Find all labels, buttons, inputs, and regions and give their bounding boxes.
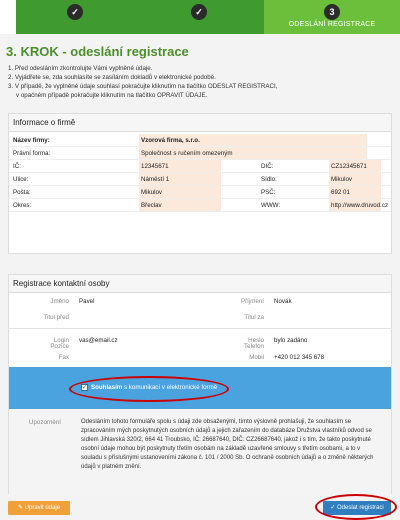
instruction-item: 2. Vyjádřete se, zda souhlasíte se zasíláním dokladů v elektronické podobě. [8,74,216,81]
ic-label: IČ: [13,163,21,170]
instruction-item: v opačném případě pokračujte kliknutím na tlačítko OPRAVIT ÚDAJE. [16,92,208,99]
checkbox-checked-icon[interactable]: ✓ [82,385,88,391]
panel-heading: Registrace kontaktní osoby [9,275,391,293]
dic-value: CZ12345671 [329,160,381,172]
first-name-value: Pavel [79,298,95,305]
step-label: ODESLÁNÍ REGISTRACE [288,21,376,28]
password-label: Heslo [248,337,264,344]
table-row [9,147,391,160]
title-before-label: Titul před [43,314,69,321]
ic-value: 12345671 [139,160,221,172]
contact-extra-rows [9,343,391,367]
consent-label: Souhlasím s komunikací v elektronické formě [91,384,218,391]
pencil-icon: ✎ [17,505,25,511]
post-value: Mikulov [139,186,221,198]
www-label: WWW: [261,202,281,209]
page-title: 3. KROK - odeslání registrace [6,44,189,59]
company-info-panel [8,113,392,254]
edit-data-button[interactable] [8,501,70,515]
title-after-label: Titul za [244,314,264,321]
mobile-label: Mobil [249,354,264,361]
dic-label: DIČ: [261,163,274,170]
www-value: http://www.druvod.cz [329,199,381,211]
instruction-item: 1. Před odesláním zkontrolujte Vámi vyplněné údaje. [8,65,153,72]
company-name-value: Vzorová firma, s.r.o. [139,134,367,146]
instructions-list [8,64,398,100]
instruction-item: 3. V případě, že vyplněné údaje souhlasí pokračujte kliknutím na tlačítko ODESLAT REGISTRACI, [8,83,278,90]
company-table [9,134,391,212]
notice-text: Odesláním tohoto formuláře spolu s údaji zde obsaženými, tímto výslovně prohlašuji, že souhlasím se zpracováním mých poskytnutých osobních údajů a jejich zařazením do databáze Družstva vlastníků odvod se sídlem Jihlavská 320/2, 664 41 Troubsko, IČ: 26687640, DIČ: CZ26687640, jakož i s tím, že takto poskytnuté osobní údaje mohou být poskytnuty třetím osobám na základě uzavřené smlouvy s třetím osobami, a to v souladu s příslušnými ustanoveními zákona č. 101 / 2000 Sb. O ochraně osobních údajů a o změně některých údajů v platném znění. [81,419,374,470]
notice-label: Upozornění [29,419,61,426]
table-row [9,199,391,212]
table-row [9,160,391,173]
company-name-label: Název firmy: [13,137,50,144]
annotation-ring [69,376,229,402]
fax-label: Fax [58,354,69,361]
position-label: Pozice [50,343,69,350]
last-name-label: Příjmení [240,298,264,305]
phone-label: Telefon [244,343,264,350]
step-1 [16,0,134,34]
panel-heading: Informace o firmě [9,114,391,132]
consent-section [9,367,391,413]
district-value: Břeclav [139,199,221,211]
progress-stepper [0,0,400,34]
send-button-label: Odeslat registraci [337,505,384,511]
last-name-value: Novák [274,298,292,305]
step-3-current [264,0,400,34]
legal-form-value: Společnost s ručením omezeným [139,147,367,159]
check-icon: ✓ [330,505,337,511]
password-value: bylo zadáno [274,337,308,344]
street-value: Náměstí 1 [139,173,221,185]
district-label: Okres: [13,202,32,209]
street-label: Ulice: [13,176,29,183]
table-row [9,173,391,186]
mobile-value: +420 012 345 678 [274,354,325,361]
notice-section [9,409,391,495]
login-value: vas@email.cz [79,337,118,344]
edit-button-label: Upravit údaje [24,505,61,511]
seat-value: Mikulov [329,173,381,185]
first-name-label: Jméno [50,298,69,305]
legal-form-label: Právní forma: [13,150,51,157]
login-label: Login [53,337,69,344]
check-icon: ✓ [191,4,207,20]
post-label: Pošta: [13,189,31,196]
seat-label: Sídlo: [261,176,277,183]
table-row [9,134,391,147]
table-row [9,186,391,199]
step-number: 3 [324,4,340,20]
contact-registration-panel [8,274,392,494]
check-icon: ✓ [67,4,83,20]
psc-label: PSČ: [261,189,276,196]
step-2 [134,0,264,34]
annotation-ring [315,494,397,520]
psc-value: 692 01 [329,186,381,198]
